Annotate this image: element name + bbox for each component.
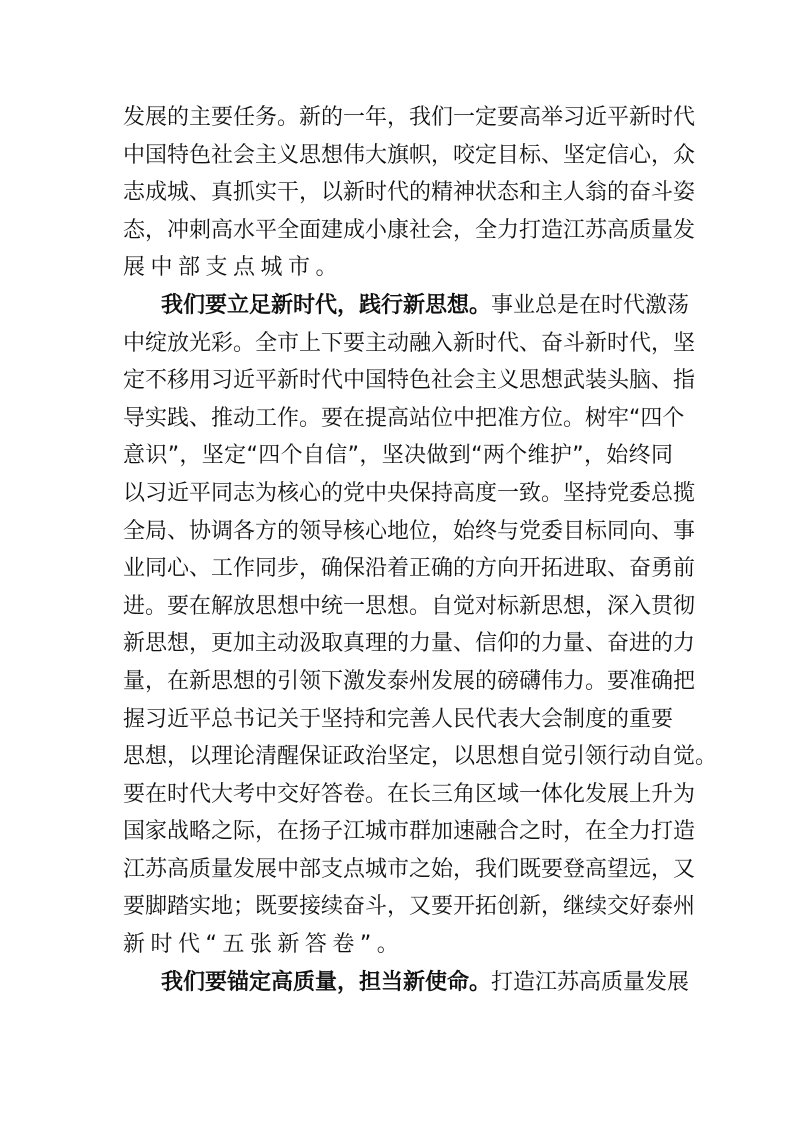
text-line: 江苏高质量发展中部支点城市之始，我们既要登高望远，又 xyxy=(123,856,696,882)
text-line: 以习近平同志为核心的党中央保持高度一致。坚持党委总揽 xyxy=(123,480,696,506)
text-line: 国家战略之际，在扬子江城市群加速融合之时，在全力打造 xyxy=(123,819,696,845)
text-span: 事业总是在时代激荡 xyxy=(491,292,690,318)
text-line: 思想，以理论清醒保证政治坚定，以思想自觉引领行动自觉。 xyxy=(123,744,718,770)
text-line: 中国特色社会主义思想伟大旗帜，咬定目标、坚定信心，众 xyxy=(123,142,696,168)
text-line: 展中部支点城市。 xyxy=(123,255,344,281)
paragraph-1 xyxy=(123,99,696,287)
text-line: 新时代“五张新答卷”。 xyxy=(123,932,405,958)
text-line: 新思想，更加主动汲取真理的力量、信仰的力量、奋进的力 xyxy=(123,631,696,657)
paragraph-heading: 我们要锚定高质量，担当新使命。 xyxy=(161,969,492,995)
paragraph-3 xyxy=(123,964,690,1002)
text-line: 定不移用习近平新时代中国特色社会主义思想武装头脑、指 xyxy=(123,368,696,394)
paragraph-heading: 我们要立足新时代，践行新思想。 xyxy=(161,292,492,318)
text-line: 导实践、推动工作。要在提高站位中把准方位。树牢“四个 xyxy=(123,405,685,431)
text-line: 量，在新思想的引领下激发泰州发展的磅礴伟力。要准确把 xyxy=(123,668,696,694)
text-line: 要在时代大考中交好答卷。在长三角区域一体化发展上升为 xyxy=(123,781,696,807)
text-line: 要脚踏实地；既要接续奋斗，又要开拓创新，继续交好泰州 xyxy=(123,894,696,920)
text-line: 进。要在解放思想中统一思想。自觉对标新思想，深入贯彻 xyxy=(123,593,696,619)
text-line xyxy=(123,964,690,1002)
text-span: 打造江苏高质量发展 xyxy=(491,969,690,995)
text-line: 发展的主要任务。新的一年，我们一定要高举习近平新时代 xyxy=(123,105,696,130)
text-line xyxy=(123,287,690,325)
text-line: 志成城、真抓实干，以新时代的精神状态和主人翁的奋斗姿 xyxy=(123,180,696,206)
text-line: 意识”，坚定“四个自信”，坚决做到“两个维护”，始终同 xyxy=(123,443,673,469)
paragraph-2 xyxy=(123,287,718,964)
text-line: 全局、协调各方的领导核心地位，始终与党委目标同向、事 xyxy=(123,518,696,544)
text-line: 中绽放光彩。全市上下要主动融入新时代、奋斗新时代，坚 xyxy=(123,330,696,356)
text-line: 握习近平总书记关于坚持和完善人民代表大会制度的重要 xyxy=(123,706,674,732)
text-line: 业同心、工作同步，确保沿着正确的方向开拓进取、奋勇前 xyxy=(123,556,696,582)
document-page xyxy=(123,99,718,1001)
text-line: 态，冲刺高水平全面建成小康社会，全力打造江苏高质量发 xyxy=(123,217,696,243)
